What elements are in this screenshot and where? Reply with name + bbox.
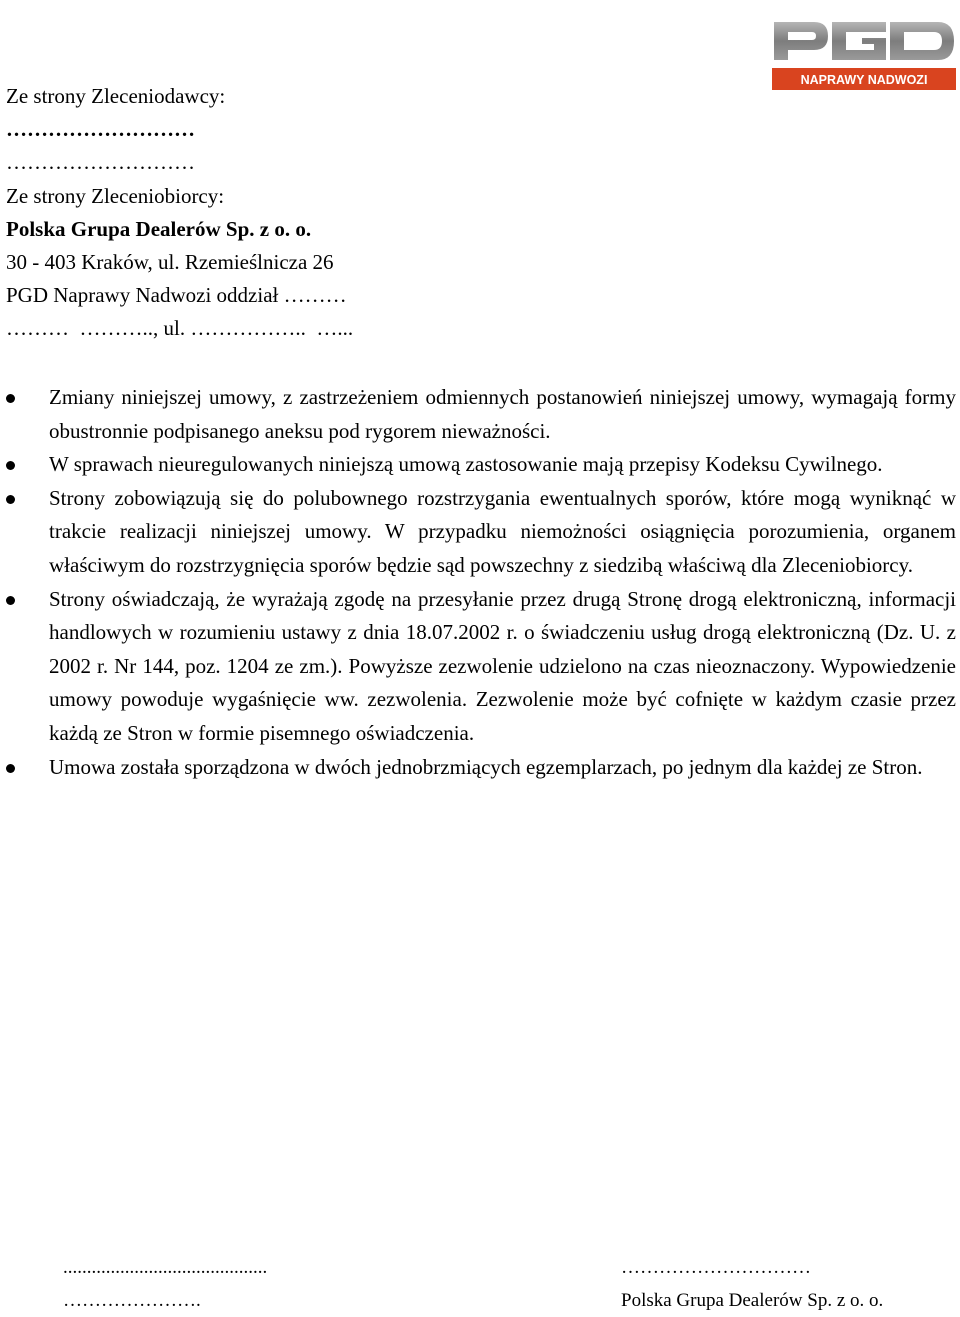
client-placeholder-1: ……………………… [6,117,195,142]
contractor-branch-address: ……… ……….., ul. …………….. …... [6,316,354,341]
signature-caption: …………………. [63,1290,201,1311]
clause-amendments [6,381,956,448]
clause-electronic-consent [6,583,956,751]
clause-text: Strony oświadczają, że wyrażają zgodę na przesyłanie przez drugą Stronę drogą elektroniczną, informacji handlowych w rozumieniu ustawy z dnia 18.07.2002 r. o świadczeniu usług drogą elektroniczną (Dz. U. z 2002 r. Nr 144, poz. 1204 ze zm.). Powyższe zezwolenie udzielono na czas nieoznaczony. Wypowiedzenie umowy powoduje wygaśnięcie ww. zezwolenia. Zezwolenie może być cofnięte w każdym czasie przez każdą ze Stron w formie pisemnego oświadczenia. [49,586,956,745]
pgd-logo-graphic [770,8,958,96]
signature-line: ………………………… [621,1257,811,1278]
bullet-icon [6,394,15,403]
parties-section [6,80,706,346]
bullet-icon [6,495,15,504]
clause-text: W sprawach nieuregulowanych niniejszą umową zastosowanie mają przepisy Kodeksu Cywilnego. [49,452,883,477]
contractor-branch: PGD Naprawy Nadwozi oddział ……… [6,283,347,308]
bullet-icon [6,596,15,605]
pgd-logo [770,8,958,96]
client-signature-block [63,1251,267,1317]
clauses-list [6,381,956,784]
clause-copies [6,751,956,785]
clause-text: Umowa została sporządzona w dwóch jednobrzmiących egzemplarzach, po jednym dla każdej ze Stron. [49,754,923,779]
contractor-name: Polska Grupa Dealerów Sp. z o. o. [6,216,312,241]
logo-tagline: NAPRAWY NADWOZI [800,73,928,87]
clause-text: Strony zobowiązują się do polubownego rozstrzygania ewentualnych sporów, które mogą wyniknąć w trakcie realizacji niniejszej umowy. W przypadku niemożności osiągnięcia porozumienia, organem właściwym do rozstrzygnięcia sporów będzie sąd powszechny z siedzibą właściwą dla Zleceniobiorcy. [49,485,956,577]
signature-caption: Polska Grupa Dealerów Sp. z o. o. [621,1290,884,1311]
bullet-icon [6,764,15,773]
client-heading: Ze strony Zleceniodawcy: [6,84,226,108]
clause-text: Zmiany niniejszej umowy, z zastrzeżeniem odmiennych postanowień niniejszej umowy, wymagają formy obustronnie podpisanego aneksu pod rygorem nieważności. [49,385,956,443]
contractor-address: 30 - 403 Kraków, ul. Rzemieślnicza 26 [6,249,334,274]
contractor-signature-block [621,1251,883,1317]
signature-line: ........................................... [63,1257,268,1278]
clause-disputes [6,482,956,583]
clause-civil-code [6,448,956,482]
bullet-icon [6,461,15,470]
contractor-heading: Ze strony Zleceniobiorcy: [6,183,225,208]
client-placeholder-2: ……………………… [6,150,195,175]
